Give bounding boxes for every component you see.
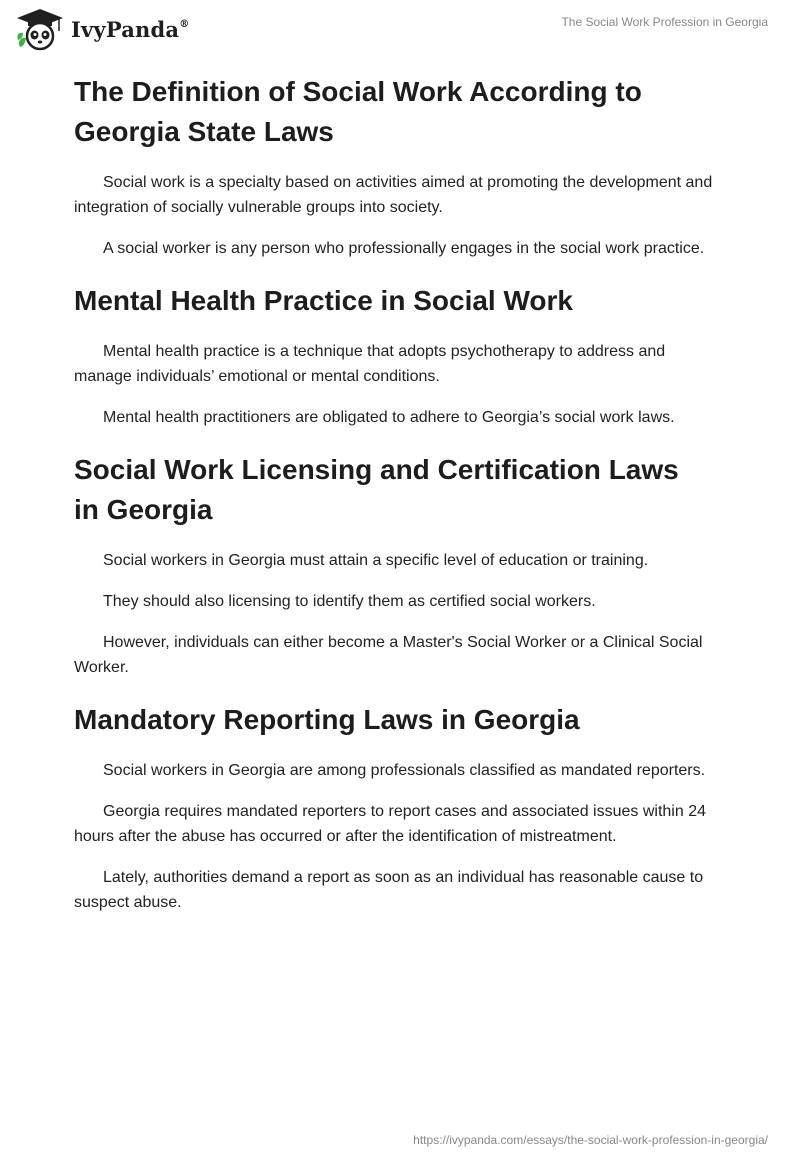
heading-line: Mental Health Practice in Social Work xyxy=(74,285,573,316)
paragraph: However, individuals can either become a Master's Social Worker or a Clinical Social Worker. xyxy=(74,634,703,676)
section-heading xyxy=(74,281,724,321)
paragraph: Social work is a specialty based on activities aimed at promoting the development and integration of socially vulnerable groups into society. xyxy=(74,174,713,216)
paragraph: Georgia requires mandated reporters to report cases and associated issues within 24 hours after the abuse has occurred or after the identification of mistreatment. xyxy=(74,803,706,845)
logo-wordmark xyxy=(71,17,189,42)
paragraph: Mental health practitioners are obligated to adhere to Georgia’s social work laws. xyxy=(103,409,675,426)
section-heading xyxy=(74,700,724,740)
section-mental-health xyxy=(74,281,724,430)
page-header xyxy=(0,0,800,64)
section-definition xyxy=(74,72,724,261)
heading-line: The Definition of Social Work According to xyxy=(74,76,642,107)
logo-text: IvyPanda xyxy=(71,16,180,42)
paragraph: A social worker is any person who professionally engages in the social work practice. xyxy=(103,240,705,257)
heading-line: Mandatory Reporting Laws in Georgia xyxy=(74,704,580,735)
section-licensing xyxy=(74,450,724,680)
heading-line: in Georgia xyxy=(74,494,213,525)
ivypanda-logo[interactable] xyxy=(15,7,189,51)
paragraph: They should also licensing to identify them as certified social workers. xyxy=(103,593,596,610)
heading-line: Georgia State Laws xyxy=(74,116,334,147)
section-mandatory-reporting xyxy=(74,700,724,915)
source-url-link[interactable]: https://ivypanda.com/essays/the-social-work-profession-in-georgia/ xyxy=(413,1133,768,1147)
section-heading xyxy=(74,450,724,530)
paragraph: Lately, authorities demand a report as soon as an individual has reasonable cause to suspect abuse. xyxy=(74,869,704,911)
document-title: The Social Work Profession in Georgia xyxy=(561,15,768,29)
heading-line: Social Work Licensing and Certification Laws xyxy=(74,454,679,485)
panda-graduate-icon xyxy=(15,7,65,51)
section-heading xyxy=(74,72,724,152)
paragraph: Social workers in Georgia are among professionals classified as mandated reporters. xyxy=(103,762,706,779)
essay-content xyxy=(74,72,724,935)
registered-mark: ® xyxy=(179,18,190,30)
paragraph: Social workers in Georgia must attain a specific level of education or training. xyxy=(103,552,649,569)
paragraph: Mental health practice is a technique that adopts psychotherapy to address and manage individuals’ emotional or mental conditions. xyxy=(74,343,666,385)
